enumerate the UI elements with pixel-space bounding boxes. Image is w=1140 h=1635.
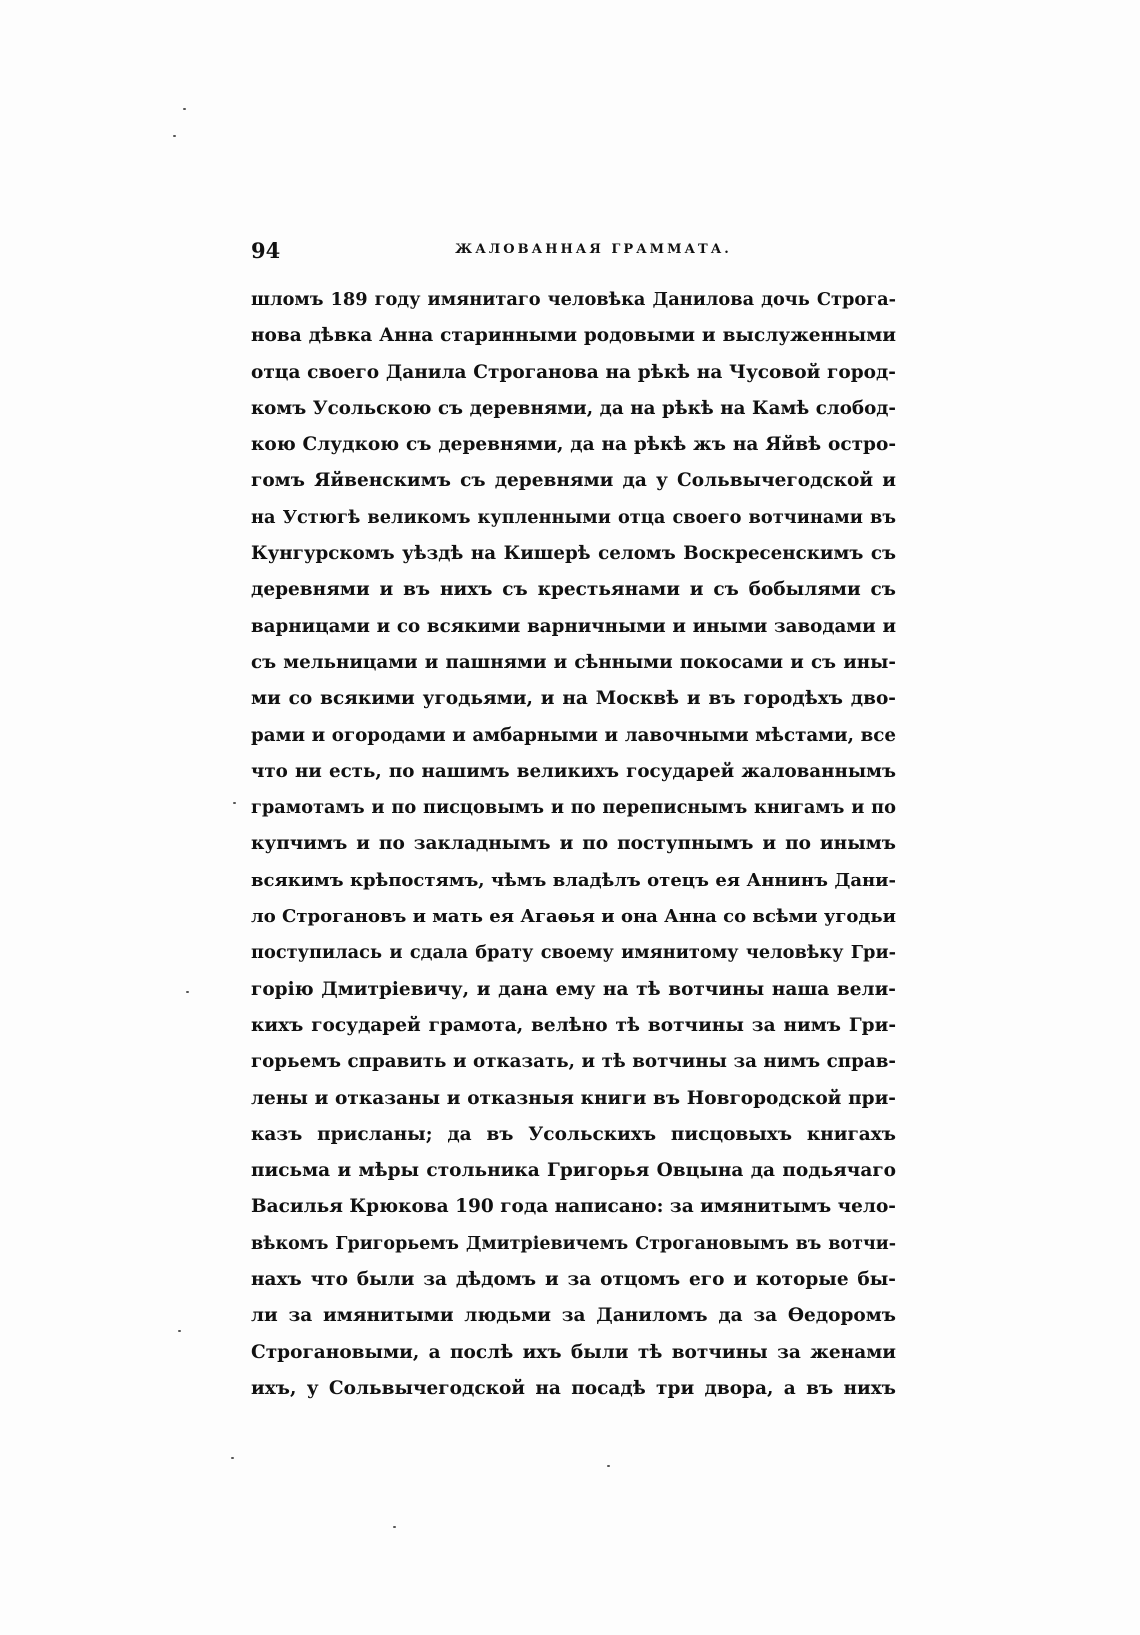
text-line: шломъ 189 году имянитаго человѣка Данилова дочь Строга- [251, 289, 896, 310]
text-line: горьемъ справить и отказать, и тѣ вотчины за нимъ справ- [251, 1051, 896, 1073]
text-line: съ мельницами и пашнями и сѣнными покосами и съ ины- [251, 651, 896, 673]
text-line: нахъ что были за дѣдомъ и за отцомъ его и которые бы- [251, 1269, 896, 1291]
running-title: ЖАЛОВАННАЯ ГРАММАТА. [455, 242, 732, 257]
scan-speck [183, 108, 186, 110]
text-line: Кунгурскомъ уѣздѣ на Кишерѣ селомъ Воскресенскимъ съ [251, 543, 896, 565]
text-line: грамотамъ и по писцовымъ и по переписнымъ книгамъ и по [251, 797, 896, 819]
text-line: казъ присланы; да въ Усольскихъ писцовыхъ книгахъ [251, 1123, 896, 1145]
text-line: ло Строгановъ и мать ея Агаѳья и она Анна со всѣми угодьи [251, 906, 896, 928]
text-line: отца своего Данила Строганова на рѣкѣ на Чусовой город- [251, 361, 896, 383]
text-line: вѣкомъ Григорьемъ Дмитріевичемъ Строгановымъ въ вотчи- [251, 1233, 896, 1254]
text-line: Василья Крюкова 190 года написано: за имянитымъ чело- [251, 1196, 896, 1218]
text-line: ли за имянитыми людьми за Даниломъ да за Ѳедоромъ [251, 1305, 896, 1327]
text-line: купчимъ и по закладнымъ и по поступнымъ и по инымъ [251, 833, 896, 855]
scan-speck [393, 1526, 396, 1528]
text-line: деревнями и въ нихъ съ крестьянами и съ бобылями съ [251, 579, 896, 601]
text-line: письма и мѣры стольника Григорья Овцына да подьячаго [251, 1160, 896, 1182]
text-line: Строгановыми, а послѣ ихъ были тѣ вотчины за женами [251, 1341, 896, 1363]
text-line: на Устюгѣ великомъ купленными отца своего вотчинами въ [251, 506, 896, 528]
text-line: ми со всякими угодьями, и на Москвѣ и въ городѣхъ дво- [251, 688, 896, 710]
page-header [251, 238, 896, 268]
scan-speck [231, 1457, 234, 1459]
text-line: ихъ, у Сольвычегодской на посадѣ три двора, а въ нихъ [251, 1377, 896, 1399]
scan-speck [186, 991, 189, 993]
text-line: кою Слудкою съ деревнями, да на рѣкѣ жъ на Яйвѣ остро- [251, 434, 896, 456]
scan-speck [173, 135, 176, 137]
scan-speck [607, 1465, 610, 1467]
page-number: 94 [251, 238, 281, 263]
text-line: комъ Усольскою съ деревнями, да на рѣкѣ на Камѣ слобод- [251, 397, 896, 419]
body-text [251, 282, 896, 1407]
text-line: варницами и со всякими варничными и иными заводами и [251, 615, 896, 637]
text-line: рами и огородами и амбарными и лавочными мѣстами, все [251, 724, 896, 746]
text-line: всякимъ крѣпостямъ, чѣмъ владѣлъ отецъ ея Аннинъ Дани- [251, 869, 896, 891]
scan-speck [233, 802, 236, 804]
text-line: что ни есть, по нашимъ великихъ государей жалованнымъ [251, 760, 896, 782]
text-line: кихъ государей грамота, велѣно тѣ вотчины за нимъ Гри- [251, 1014, 896, 1036]
text-line: горію Дмитріевичу, и дана ему на тѣ вотчины наша вели- [251, 978, 896, 1000]
text-line: лены и отказаны и отказныя книги въ Новгородской при- [251, 1087, 896, 1109]
text-line: гомъ Яйвенскимъ съ деревнями да у Сольвычегодской и [251, 470, 896, 492]
text-line: нова дѣвка Анна старинными родовыми и выслуженными [251, 325, 896, 347]
text-line: поступилась и сдала брату своему имянитому человѣку Гри- [251, 942, 896, 964]
scan-speck [178, 1330, 181, 1332]
